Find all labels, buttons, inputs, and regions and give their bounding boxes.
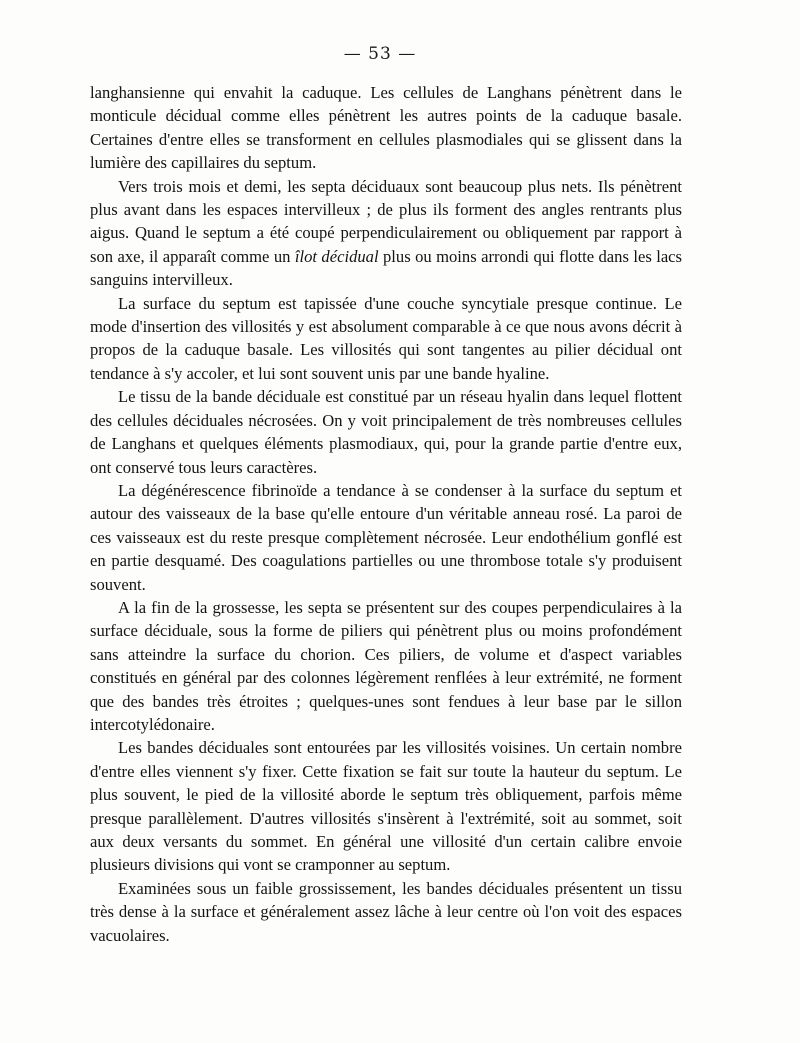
paragraph-2: [90, 175, 682, 292]
paragraph-5: La dégénérescence fibrinoïde a tendance à se condenser à la surface du septum et autour des vaisseaux de la base qu'elle entoure d'un véritable anneau rosé. La paroi de ces vaisseaux est du reste presque complètement nécrosée. Leur endothélium gonflé est en partie desquamé. Des coagulations partielles ou une thrombose totale s'y produisent souvent.: [90, 480, 682, 594]
paragraph-6: A la fin de la grossesse, les septa se présentent sur des coupes perpendiculaires à la surface déciduale, sous la forme de piliers qui pénètrent plus ou moins profondément sans atteindre la surface du chorion. Ces piliers, de volume et d'aspect variables constitués en général par des colonnes légèrement renflées à leur extrémité, ne forment que des bandes très étroites ; quelques-unes sont fendues à leur base par le sillon intercotylédonaire.: [90, 597, 682, 734]
paragraph-8: Examinées sous un faible grossissement, les bandes déciduales présentent un tissu très dense à la surface et généralement assez lâche à leur centre où l'on voit des espaces vacuolaires.: [90, 878, 682, 945]
paragraph-4: Le tissu de la bande déciduale est constitué par un réseau hyalin dans lequel flottent des cellules déciduales nécrosées. On y voit principalement de très nombreuses cellules de Langhans et quelques éléments plasmodiaux, qui, pour la grande partie d'entre eux, ont conservé tous leurs caractères.: [90, 387, 682, 477]
paragraph-3: La surface du septum est tapissée d'une couche syncytiale presque continue. Le mode d'insertion des villosités y est absolument comparable à ce que nous avons décrit à propos de la caduque basale. Les villosités qui sont tangentes au pilier décidual ont tendance à s'y accoler, et lui sont souvent unis par une bande hyaline.: [90, 293, 682, 383]
paragraph-1: langhansienne qui envahit la caduque. Les cellules de Langhans pénètrent dans le monticule décidual comme elles pénètrent les autres points de la caduque basale. Certaines d'entre elles se transforment en cellules plasmodiales qui se glissent dans la lumière des capillaires du septum.: [90, 83, 682, 173]
paragraph-2-text-after: plus ou moins arrondi qui flotte dans les lacs sanguins intervilleux.: [90, 246, 683, 290]
body-text: [90, 81, 682, 947]
italic-term-ilot-decidual: îlot décidual: [294, 246, 379, 266]
page-number: — 53 —: [343, 44, 417, 64]
paragraph-2-text-before: Vers trois mois et demi, les septa déciduaux sont beaucoup plus nets. Ils pénètrent plus avant dans les espaces intervilleux ; de plus ils forment des angles rentrants plus aigus. Quand le septum a été coupé perpendiculairement ou obliquement par rapport à son axe, il apparaît comme un: [90, 176, 682, 266]
paragraph-7: Les bandes déciduales sont entourées par les villosités voisines. Un certain nombre d'entre elles viennent s'y fixer. Cette fixation se fait sur toute la hauteur du septum. Le plus souvent, le pied de la villosité aborde le septum très obliquement, parfois même presque parallèlement. D'autres villosités s'insèrent à l'extrémité, soit au sommet, soit aux deux versants du sommet. En général une villosité d'un certain calibre envoie plusieurs divisions qui vont se cramponner au septum.: [90, 738, 682, 875]
